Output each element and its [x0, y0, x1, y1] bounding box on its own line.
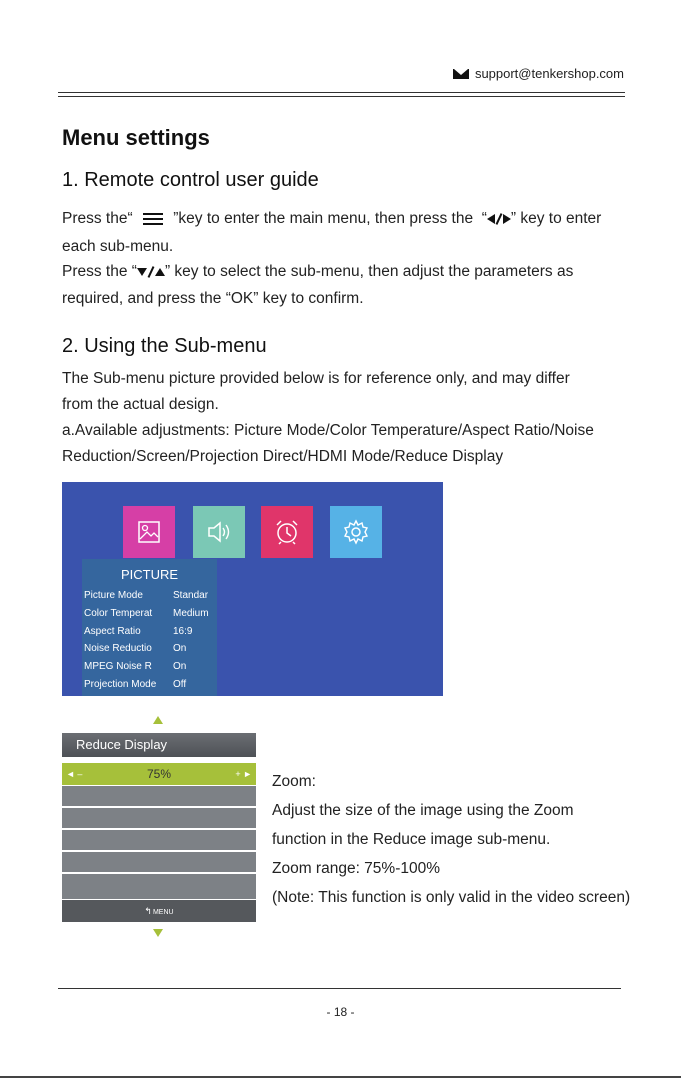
- setting-label[interactable]: Picture Mode: [84, 590, 143, 601]
- setting-label[interactable]: Color Temperat: [84, 608, 153, 619]
- picture-icon: [136, 519, 162, 545]
- line1-part-c: ” key to enter: [510, 210, 602, 227]
- zoom-line: Zoom range: 75%-100%: [272, 860, 441, 877]
- line3-part-a: Press the “: [62, 263, 137, 280]
- section2-paragraph: [62, 367, 662, 468]
- menu-footer[interactable]: [62, 900, 256, 922]
- settings-tile: [330, 506, 382, 558]
- section2-line: from the actual design.: [62, 396, 219, 413]
- section2-line: a.Available adjustments: Picture Mode/Color Temperature/Aspect Ratio/Noise: [62, 422, 594, 439]
- setting-value[interactable]: Off: [173, 679, 187, 690]
- page-number: - 18 -: [326, 1005, 355, 1019]
- menu-row-empty: [62, 874, 256, 899]
- header-rule-2: [58, 96, 625, 97]
- setting-label[interactable]: Noise Reductio: [84, 643, 152, 654]
- clock-icon: [273, 518, 301, 546]
- section1-line2: each sub-menu.: [62, 238, 174, 255]
- picture-settings-panel: [82, 559, 217, 696]
- zoom-value: 75%: [146, 767, 172, 781]
- envelope-icon: [453, 69, 469, 79]
- scroll-down-arrow-icon: [153, 929, 163, 937]
- header-email: [0, 66, 624, 81]
- zoom-line: Adjust the size of the image using the Zoom: [272, 802, 574, 819]
- zoom-description: [272, 767, 672, 912]
- setting-label[interactable]: Aspect Ratio: [84, 626, 141, 637]
- zoom-line: (Note: This function is only valid in the video screen): [272, 889, 631, 906]
- return-icon: ↰: [144, 906, 152, 916]
- time-tile: [261, 506, 313, 558]
- increase-controls[interactable]: + ►: [235, 769, 252, 779]
- footer-rule: [58, 988, 621, 989]
- section1-heading: 1. Remote control user guide: [62, 169, 319, 191]
- section2-line: The Sub-menu picture provided below is for reference only, and may differ: [62, 370, 570, 387]
- picture-tile: [123, 506, 175, 558]
- sound-tile: [193, 506, 245, 558]
- line1-part-a: Press the“: [62, 210, 133, 227]
- menu-row-empty: [62, 830, 256, 850]
- line1-part-b: ”key to enter the main menu, then press the: [173, 210, 474, 227]
- menu-key-icon: [143, 212, 163, 226]
- setting-value[interactable]: On: [173, 661, 187, 672]
- speaker-icon: [205, 519, 233, 545]
- section1-line3: [62, 260, 573, 283]
- reduce-display-title: Reduce Display: [62, 733, 256, 757]
- setting-label[interactable]: MPEG Noise R: [84, 661, 152, 672]
- picture-menu-screenshot: [62, 482, 443, 696]
- email-text: support@tenkershop.com: [474, 66, 624, 81]
- setting-value[interactable]: 16:9: [173, 626, 193, 637]
- section2-line: Reduction/Screen/Projection Direct/HDMI Mode/Reduce Display: [62, 448, 504, 465]
- panel-title: PICTURE: [120, 567, 179, 582]
- scroll-up-arrow-icon: [153, 716, 163, 724]
- setting-value[interactable]: Medium: [173, 608, 209, 619]
- line3-part-b: ” key to select the sub-menu, then adjust the parameters as: [164, 263, 574, 280]
- section1-line4: required, and press the “OK” key to confirm.: [62, 290, 364, 307]
- zoom-slider-row[interactable]: [62, 763, 256, 785]
- left-right-key-icon: [487, 207, 511, 230]
- zoom-line: Zoom:: [272, 773, 316, 790]
- up-down-key-icon: [137, 260, 165, 283]
- section2-heading: 2. Using the Sub-menu: [62, 335, 267, 357]
- header-rule: [58, 92, 625, 93]
- zoom-line: function in the Reduce image sub-menu.: [272, 831, 551, 848]
- setting-value[interactable]: Standar: [173, 590, 209, 601]
- reduce-display-menu: [62, 733, 256, 922]
- decrease-controls[interactable]: ◄ –: [66, 769, 83, 779]
- setting-label[interactable]: Projection Mode: [84, 679, 157, 690]
- section1-line1: Press the“ ”key to enter the main menu, then press the “ ” key to enter: [62, 207, 601, 230]
- page-title: Menu settings: [62, 125, 210, 150]
- menu-row-empty: [62, 852, 256, 872]
- menu-row-empty: [62, 808, 256, 828]
- menu-row-empty: [62, 786, 256, 806]
- gear-icon: [342, 518, 370, 546]
- setting-value[interactable]: On: [173, 643, 187, 654]
- menu-footer-label: MENU: [152, 909, 174, 916]
